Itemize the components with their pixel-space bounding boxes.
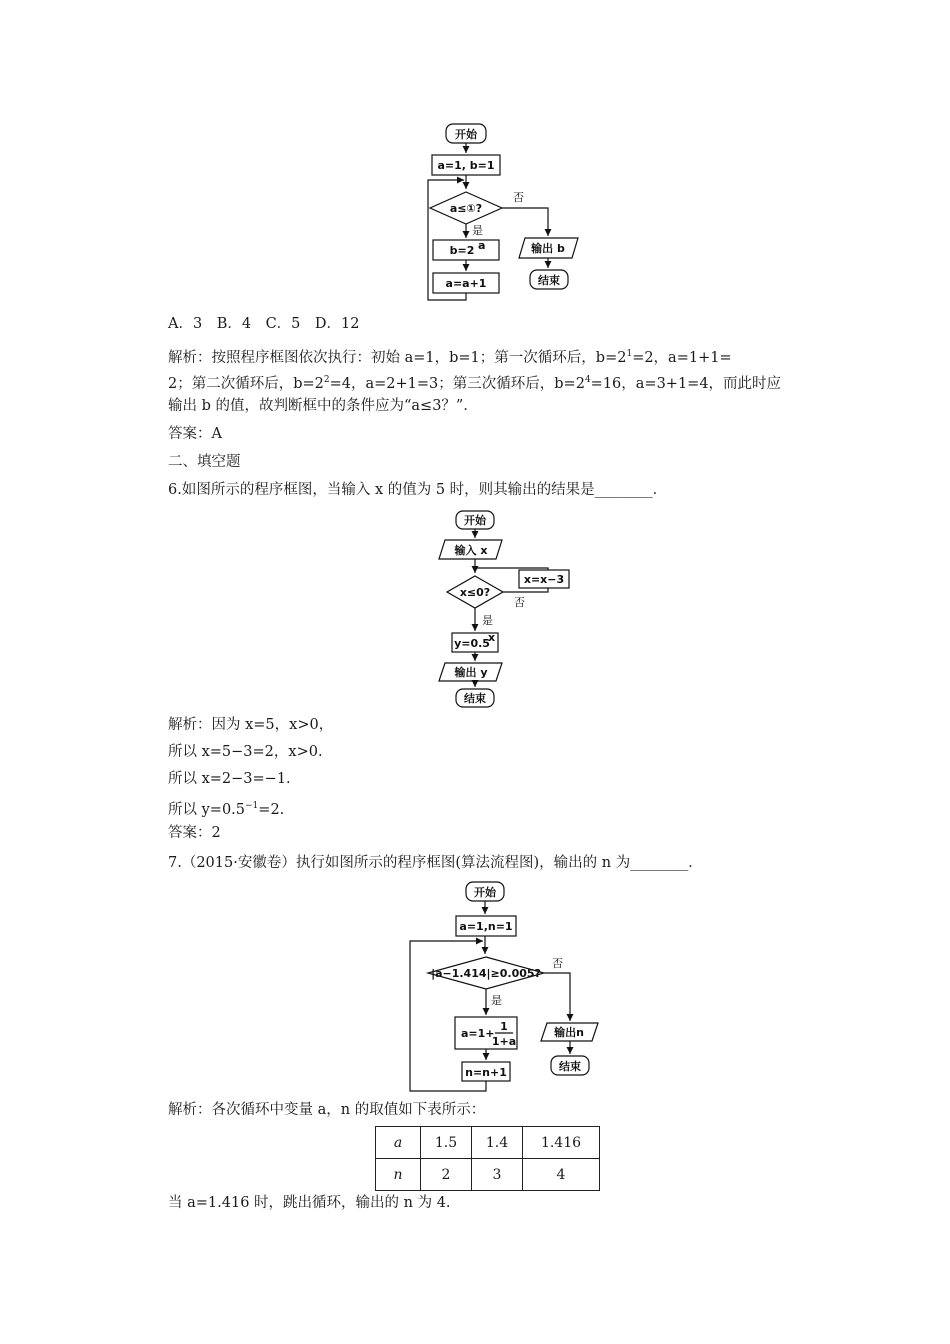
q6-solution-line4: 所以 $y=0.5^{-1}=2$. — [168, 801, 285, 818]
q5-solution-line1: 解析：按照程序框图依次执行：初始 a=1，b=1；第一次循环后，$b=2^1=2$，a=1+1= — [168, 349, 732, 366]
fc3-no-label: 否 — [552, 957, 563, 970]
q6-solution-line3: 所以 x=2−3=−1. — [168, 771, 291, 787]
q5-answer: 答案：A — [168, 426, 222, 442]
fc3-yes-label: 是 — [491, 994, 502, 1007]
fc3-frac-num: 1 — [500, 1020, 508, 1033]
flowchart-3 — [0, 870, 950, 1100]
table-cell: 4 — [523, 1159, 600, 1191]
table-cell: 1.5 — [421, 1127, 472, 1159]
q6-solution-line2: 所以 x=5−3=2，x>0. — [168, 744, 323, 760]
fc2-output-text: 输出 y — [454, 666, 488, 679]
fc2-no-label: 否 — [514, 596, 525, 609]
fc2-end-text: 结束 — [464, 692, 486, 705]
fc2-assign-sup: x — [488, 631, 496, 644]
fc1-step1-text: b=2 — [449, 244, 475, 257]
table-cell: n — [376, 1159, 421, 1191]
table-row — [376, 1159, 600, 1191]
q7-question: 7.（2015·安徽卷）执行如图所示的程序框图(算法流程图)，输出的 n 为________． — [168, 855, 703, 871]
q5-solution-line2: 2；第二次循环后，$b=2^2=4$，a=2+1=3；第三次循环后，$b=2^4=16$，a=3+1=4，而此时应 — [168, 375, 782, 392]
fc1-start-text: 开始 — [455, 128, 477, 141]
fc1-no-label: 否 — [513, 191, 524, 204]
q6-answer: 答案：2 — [168, 825, 221, 841]
fc1-cond-text: a≤①? — [449, 202, 483, 215]
section-heading: 二、填空题 — [168, 454, 241, 470]
fc3-init-text: a=1,n=1 — [459, 920, 513, 933]
table-cell: 1.416 — [523, 1127, 600, 1159]
q7-conclusion: 当 a=1.416 时，跳出循环，输出的 n 为 4. — [168, 1195, 451, 1211]
fc3-assign-text: a=1+ — [461, 1027, 495, 1040]
fc3-start-text: 开始 — [474, 886, 496, 899]
fc2-cond-text: x≤0? — [459, 586, 491, 599]
q5-options: A．3 B．4 C．5 D．12 — [168, 316, 360, 332]
table-cell: 1.4 — [472, 1127, 523, 1159]
table-cell: 2 — [421, 1159, 472, 1191]
q7-solution: 解析：各次循环中变量 a，n 的取值如下表所示： — [168, 1102, 486, 1118]
fc3-frac-den: 1+a — [491, 1035, 517, 1048]
q6-solution-line1: 解析：因为 x=5，x>0， — [168, 717, 334, 733]
fc2-yes-label: 是 — [482, 614, 493, 627]
fc1-output-text: 输出 b — [531, 242, 565, 255]
fc2-input-text: 输入 x — [454, 544, 488, 557]
fc1-init-text: a=1, b=1 — [437, 159, 495, 172]
flowchart-2 — [0, 500, 950, 720]
table-cell: a — [376, 1127, 421, 1159]
q6-question: 6.如图所示的程序框图，当输入 x 的值为 5 时，则其输出的结果是________． — [168, 482, 668, 498]
q5-solution-line3: 输出 b 的值，故判断框中的条件应为“a≤3？”． — [168, 398, 478, 414]
fc1-step2-text: a=a+1 — [445, 277, 487, 290]
fc1-end-text: 结束 — [538, 274, 560, 287]
flowchart-1 — [0, 0, 950, 310]
fc2-loop-text: x=x−3 — [523, 573, 565, 586]
fc2-assign-text: y=0.5 — [454, 637, 490, 650]
fc3-inc-text: n=n+1 — [465, 1066, 507, 1079]
fc3-output-text: 输出n — [554, 1026, 584, 1039]
table-row — [376, 1127, 600, 1159]
fc1-step1-sup: a — [478, 239, 486, 252]
table-cell: 3 — [472, 1159, 523, 1191]
fc3-end-text: 结束 — [559, 1060, 581, 1073]
fc2-start-text: 开始 — [464, 514, 486, 527]
values-table — [375, 1126, 600, 1191]
fc1-yes-label: 是 — [472, 224, 483, 237]
fc3-cond-text: |a−1.414|≥0.005? — [431, 967, 541, 980]
